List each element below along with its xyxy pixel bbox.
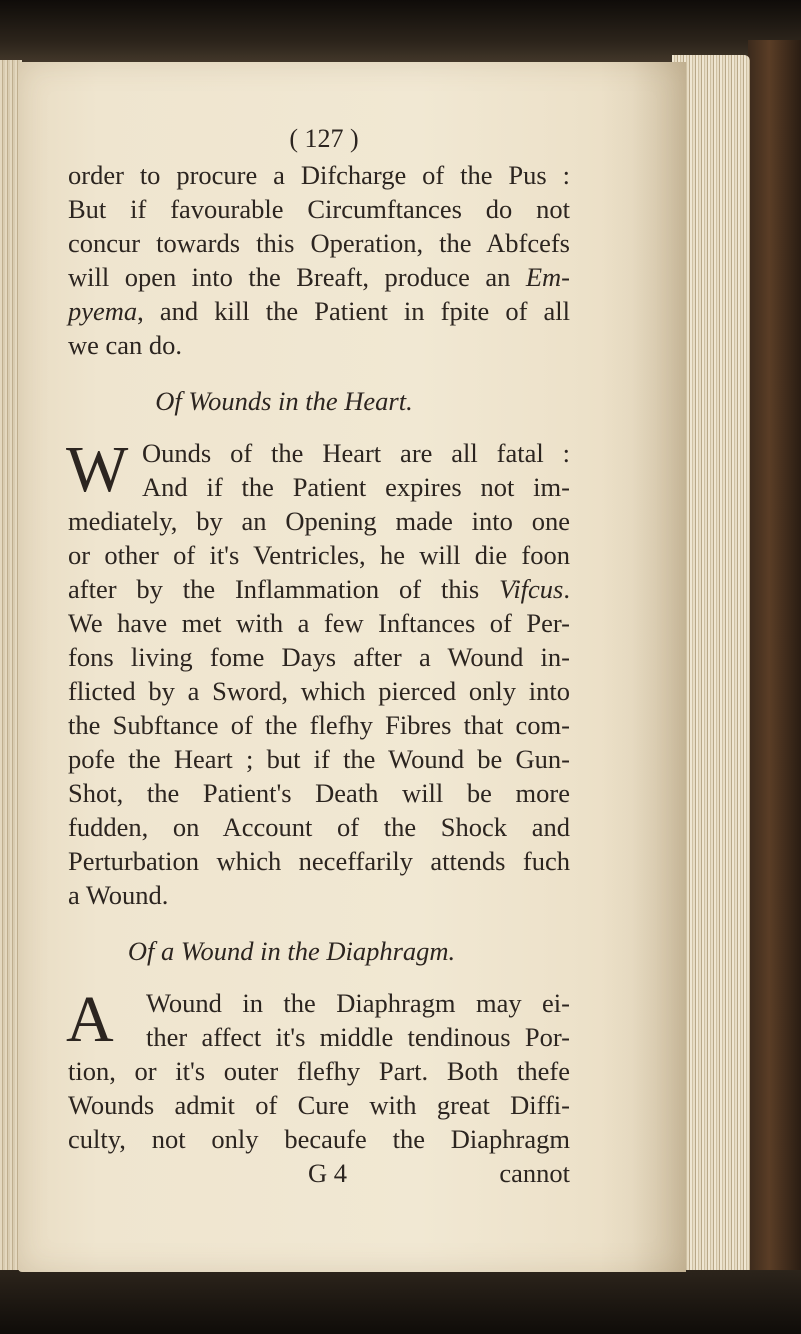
book-spine: [748, 40, 801, 1300]
text-line: Ounds of the Heart are all fatal :: [142, 438, 570, 468]
drop-cap: W: [66, 433, 129, 506]
text-line: we can do.: [68, 330, 183, 360]
italic-term: pyema: [68, 296, 138, 326]
italic-term: Em-: [525, 262, 570, 292]
text-line: pofe the Heart ; but if the Wound be Gun-: [68, 744, 570, 774]
text-line: fons living fome Days after a Wound in-: [68, 642, 570, 672]
gutter-shadow: [600, 62, 686, 1272]
catchword: cannot: [499, 1158, 570, 1188]
text-line: Wounds admit of Cure with great Diffi-: [68, 1090, 570, 1120]
italic-term: Vifcus: [499, 574, 564, 604]
section-heading-heart: Of Wounds in the Heart.: [155, 386, 413, 416]
text-line: culty, not only becaufe the Diaphragm: [68, 1124, 570, 1154]
heart-paragraph: [66, 433, 570, 912]
text-line: or other of it's Ventricles, he will die foon: [68, 540, 570, 570]
page-footer: [68, 1156, 570, 1190]
section-heading-diaphragm: Of a Wound in the Diaphragm.: [127, 936, 456, 966]
text-line: will open into the Breaft, produce an Em-: [68, 262, 570, 292]
text-line: pyema, and kill the Patient in fpite of all: [68, 296, 570, 326]
diaphragm-paragraph: [66, 983, 570, 1156]
text-line: order to procure a Difcharge of the Pus :: [68, 160, 570, 190]
text-line: And if the Patient expires not im-: [142, 472, 570, 502]
text-line: mediately, by an Opening made into one: [68, 506, 570, 536]
text-line: fudden, on Account of the Shock and: [68, 812, 570, 842]
text-line: concur towards this Operation, the Abfcefs: [68, 228, 570, 258]
text-line: Wound in the Diaphragm may ei-: [146, 988, 570, 1018]
page-text: [68, 120, 570, 1190]
text-line: flicted by a Sword, which pierced only into: [68, 676, 570, 706]
text-line: We have met with a few Inftances of Per-: [68, 608, 570, 638]
text-line: ther affect it's middle tendinous Por-: [146, 1022, 570, 1052]
text-line: Perturbation which neceffarily attends fuch: [68, 846, 570, 876]
text-line: a Wound.: [68, 880, 169, 910]
text-line: But if favourable Circumftances do not: [68, 194, 570, 224]
book-bottom-edge: [0, 1270, 801, 1334]
drop-cap: A: [66, 983, 114, 1056]
text-line: after by the Inflammation of this Vifcus.: [68, 574, 570, 604]
text-line: Shot, the Patient's Death will be more: [68, 778, 570, 808]
opening-paragraph: [68, 158, 570, 362]
page-number: ( 127 ): [289, 124, 359, 153]
text-line: the Subftance of the flefhy Fibres that com-: [68, 710, 570, 740]
signature-mark: G 4: [308, 1158, 348, 1188]
text-line: tion, or it's outer flefhy Part. Both thefe: [68, 1056, 570, 1086]
